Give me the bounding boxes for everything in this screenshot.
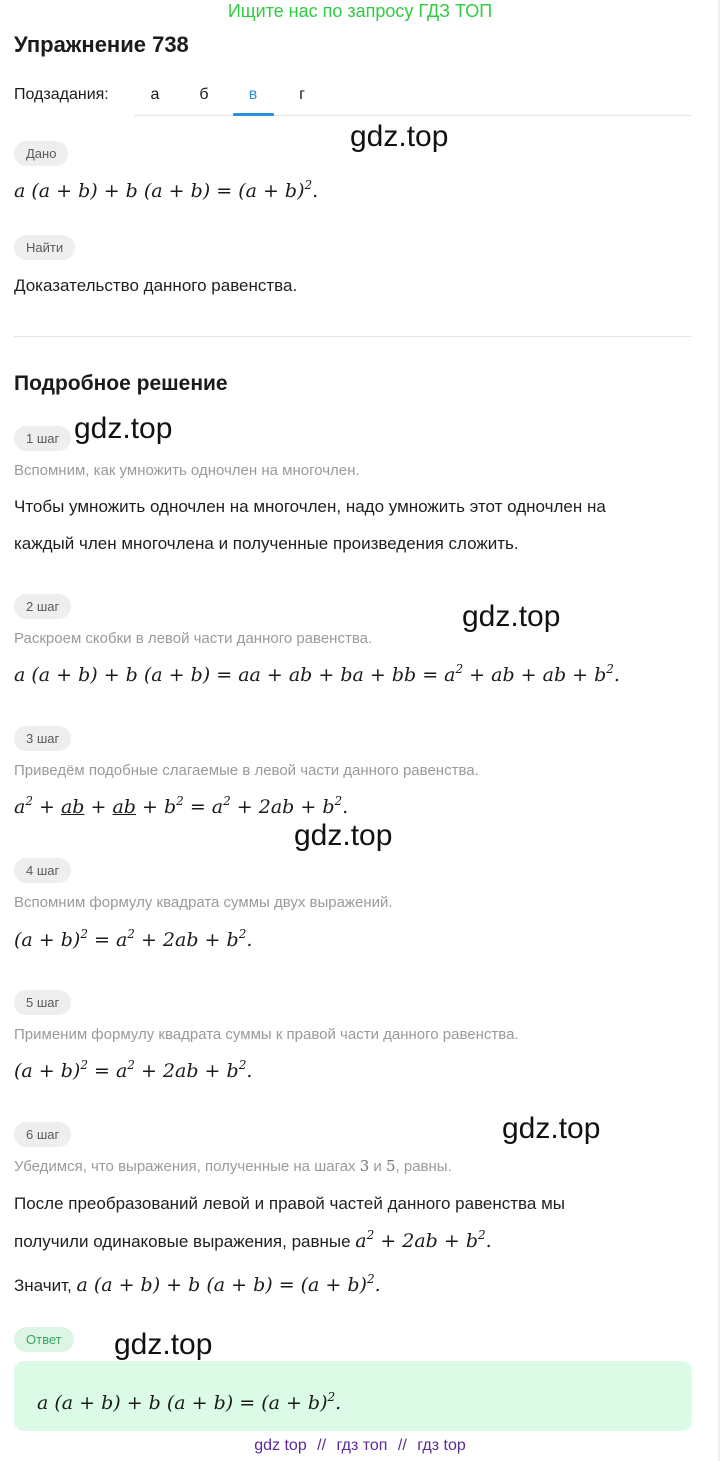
answer-chip: Ответ xyxy=(14,1327,74,1352)
given-formula: a (a + b) + b $(a + b) = (a + b)^2$. xyxy=(14,178,319,202)
step-2-chip: 2 шаг xyxy=(14,594,71,619)
step-5-hint: Применим формулу квадрата суммы к правой части данного равенства. xyxy=(14,1026,519,1043)
footer-separator-2: // xyxy=(397,1437,407,1454)
step-6-hint: Убедимся, что выражения, полученные на шагах 3 и 5, равны. xyxy=(14,1157,452,1175)
step-5-formula: $(a + b)^2 = a^2 + 2ab + b^2$. xyxy=(14,1058,253,1082)
step-3-hint: Приведём подобные слагаемые в левой части данного равенства. xyxy=(14,762,479,779)
solution-title: Подробное решение xyxy=(14,372,228,395)
divider xyxy=(14,336,692,337)
answer-formula: a (a + b) + b $(a + b) = (a + b)^2$. xyxy=(37,1390,342,1414)
promo-banner: Ищите нас по запросу ГДЗ ТОП xyxy=(227,1,493,21)
tab-b[interactable]: б xyxy=(199,86,209,103)
subtasks-label: Подзадания: xyxy=(14,86,109,103)
tabs-baseline xyxy=(134,115,692,116)
step-1-chip: 1 шаг xyxy=(14,426,71,451)
watermark-1: gdz.top xyxy=(350,120,449,153)
active-tab-indicator xyxy=(233,113,274,116)
footer-separator-1: // xyxy=(317,1437,327,1454)
footer xyxy=(0,1437,720,1455)
step-3-formula: $a^2$ + ab + ab + $b^2 = a^2 + 2ab + b^2$. xyxy=(14,794,349,818)
watermark-3: gdz.top xyxy=(462,600,561,633)
step-2-hint: Раскроем скобки в левой части данного равенства. xyxy=(14,630,373,647)
step-4-formula: $(a + b)^2 = a^2 + 2ab + b^2$. xyxy=(14,927,253,951)
step-1-hint: Вспомним, как умножить одночлен на многочлен. xyxy=(14,462,360,479)
footer-link-2[interactable]: гдз топ xyxy=(336,1437,388,1454)
watermark-5: gdz.top xyxy=(502,1112,601,1145)
step-6-text-line2: получили одинаковые выражения, равные $a^2 + 2ab + b^2$. xyxy=(14,1228,492,1252)
step-4-hint: Вспомним формулу квадрата суммы двух выражений. xyxy=(14,894,393,911)
tab-g[interactable]: г xyxy=(299,86,305,103)
footer-link-1[interactable]: gdz top xyxy=(254,1437,307,1454)
given-chip: Дано xyxy=(14,141,68,166)
step-5-chip: 5 шаг xyxy=(14,990,71,1015)
step-6-conclusion: Значит, a (a + b) + b $(a + b) = (a + b)^2$. xyxy=(14,1272,381,1296)
footer-link-3[interactable]: гдз top xyxy=(417,1437,466,1454)
page-title: Упражнение 738 xyxy=(14,32,189,57)
step-2-formula: a (a + b) + b (a + b) = aa + ab + ba + bb = $a^2$ + ab + ab + $b^2$. xyxy=(14,662,620,686)
find-text: Доказательство данного равенства. xyxy=(14,276,298,295)
step-1-text-line1: Чтобы умножить одночлен на многочлен, надо умножить этот одночлен на xyxy=(14,497,606,516)
watermark-4: gdz.top xyxy=(294,819,393,852)
step-6-text-line1: После преобразований левой и правой частей данного равенства мы xyxy=(14,1194,565,1213)
step-1-text-line2: каждый член многочлена и полученные произведения сложить. xyxy=(14,534,519,553)
tab-v[interactable]: в xyxy=(248,86,258,103)
tab-a[interactable]: а xyxy=(150,86,160,103)
step-3-chip: 3 шаг xyxy=(14,726,71,751)
watermark-2: gdz.top xyxy=(74,412,173,445)
find-chip: Найти xyxy=(14,235,75,260)
watermark-6: gdz.top xyxy=(114,1328,213,1361)
step-4-chip: 4 шаг xyxy=(14,858,71,883)
step-6-chip: 6 шаг xyxy=(14,1122,71,1147)
